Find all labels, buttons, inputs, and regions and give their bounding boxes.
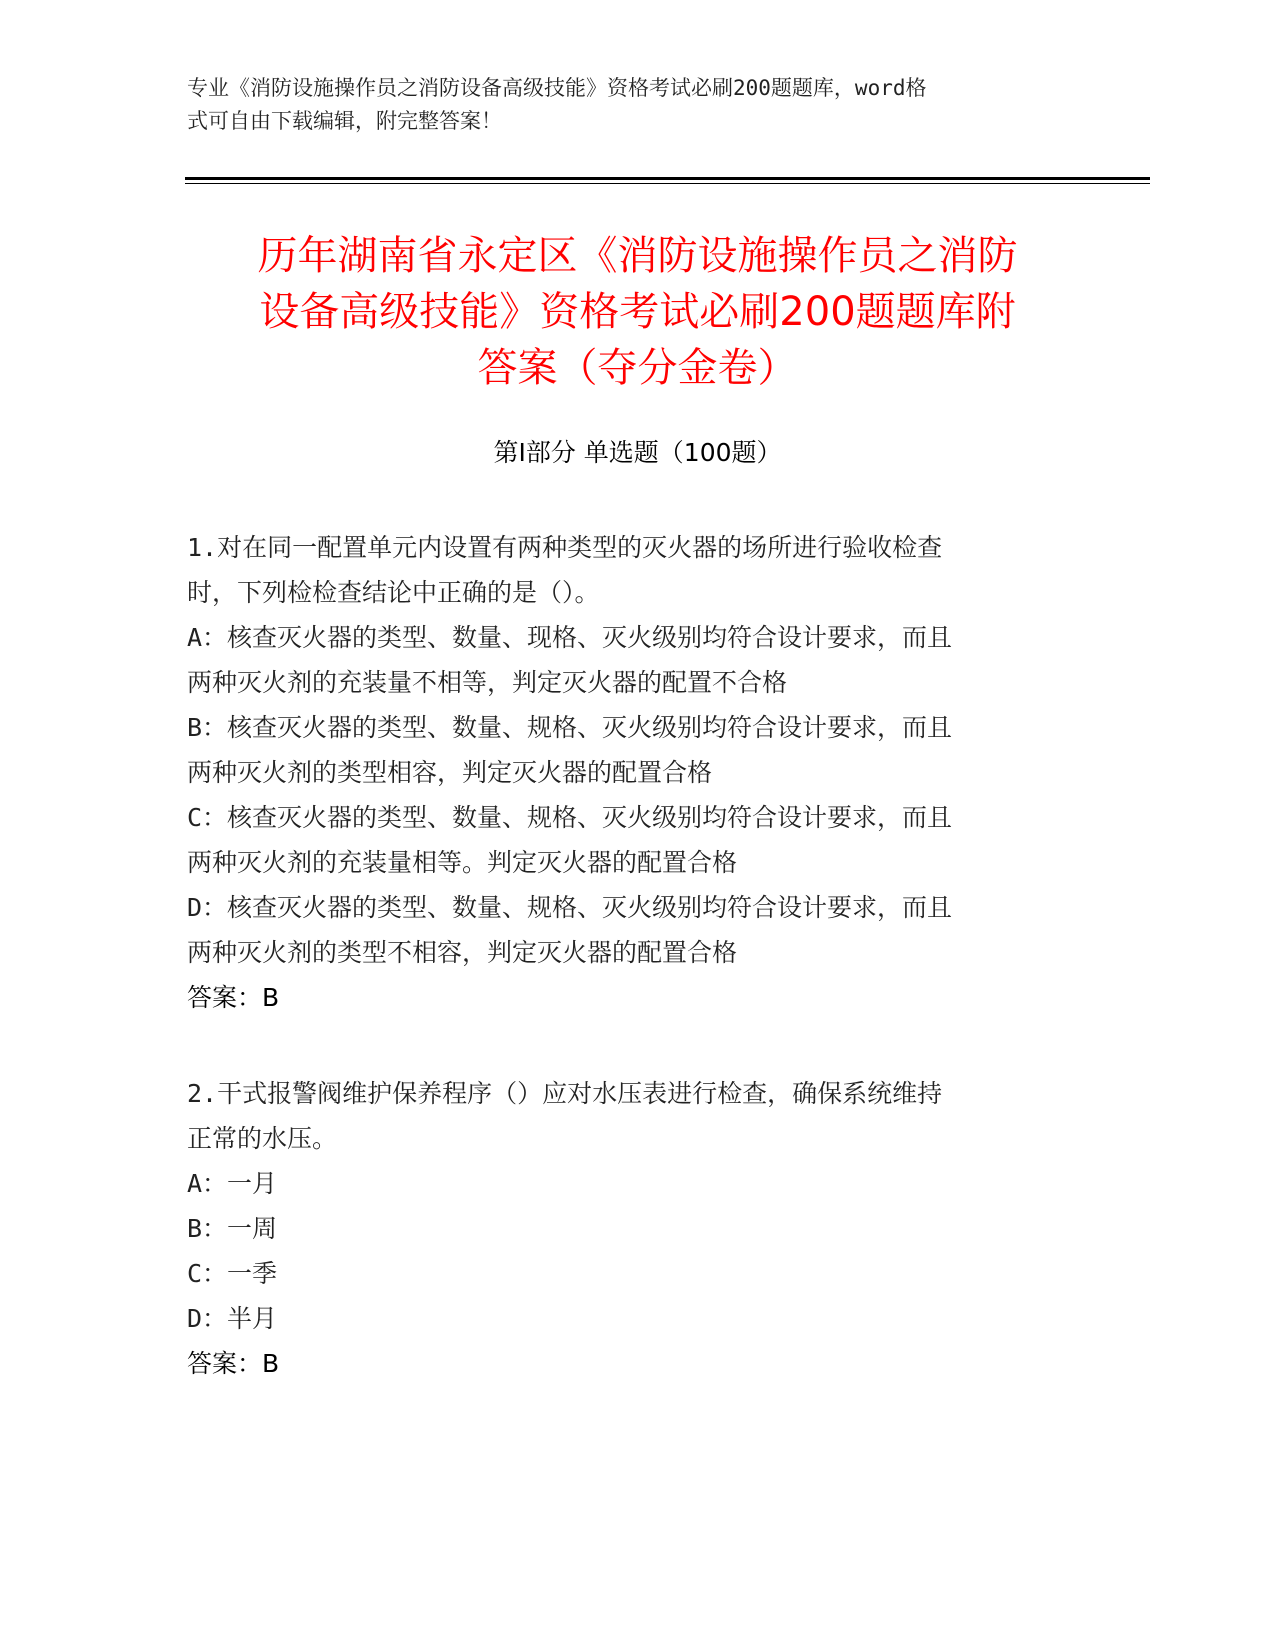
answer-label: 答案：B [187, 983, 280, 1012]
option-d: D：核查灭火器的类型、数量、规格、灭火级别均符合设计要求，而且 [187, 893, 953, 922]
option-b: B：一周 [187, 1214, 278, 1243]
answer-label: 答案：B [187, 1349, 280, 1378]
question-1 [187, 525, 1067, 1020]
question-stem: 时，下列检检查结论中正确的是（）。 [187, 578, 600, 607]
header-rule-thin [185, 183, 1150, 184]
document-title [190, 228, 1085, 396]
option-b: B：核查灭火器的类型、数量、规格、灭火级别均符合设计要求，而且 [187, 713, 953, 742]
option-d: D：半月 [187, 1304, 278, 1333]
option-b: 两种灭火剂的类型相容，判定灭火器的配置合格 [187, 758, 713, 787]
question-stem: 1.对在同一配置单元内设置有两种类型的灭火器的场所进行验收检查 [187, 533, 943, 562]
header-note-line: 专业《消防设施操作员之消防设备高级技能》资格考试必刷200题题库，word格 [187, 76, 927, 100]
option-c: C：一季 [187, 1259, 278, 1288]
title-line: 历年湖南省永定区《消防设施操作员之消防 [257, 233, 1018, 279]
header-rule-thick [185, 177, 1150, 180]
question-2 [187, 1071, 1067, 1386]
question-stem: 正常的水压。 [187, 1124, 338, 1153]
option-a: A：一月 [187, 1169, 278, 1198]
header-note-line: 式可自由下载编辑，附完整答案！ [187, 109, 502, 133]
section-heading: 第Ⅰ部分 单选题（100题） [493, 438, 782, 467]
question-stem: 2.干式报警阀维护保养程序（）应对水压表进行检查，确保系统维持 [187, 1079, 943, 1108]
title-line: 答案（夺分金卷） [477, 345, 798, 391]
option-c: C：核查灭火器的类型、数量、规格、灭火级别均符合设计要求，而且 [187, 803, 953, 832]
option-d: 两种灭火剂的类型不相容，判定灭火器的配置合格 [187, 938, 738, 967]
title-line: 设备高级技能》资格考试必刷200题题库附 [259, 289, 1016, 335]
option-c: 两种灭火剂的充装量相等。判定灭火器的配置合格 [187, 848, 738, 877]
header-note [187, 72, 1057, 138]
option-a: A：核查灭火器的类型、数量、现格、灭火级别均符合设计要求，而且 [187, 623, 953, 652]
option-a: 两种灭火剂的充装量不相等，判定灭火器的配置不合格 [187, 668, 788, 697]
